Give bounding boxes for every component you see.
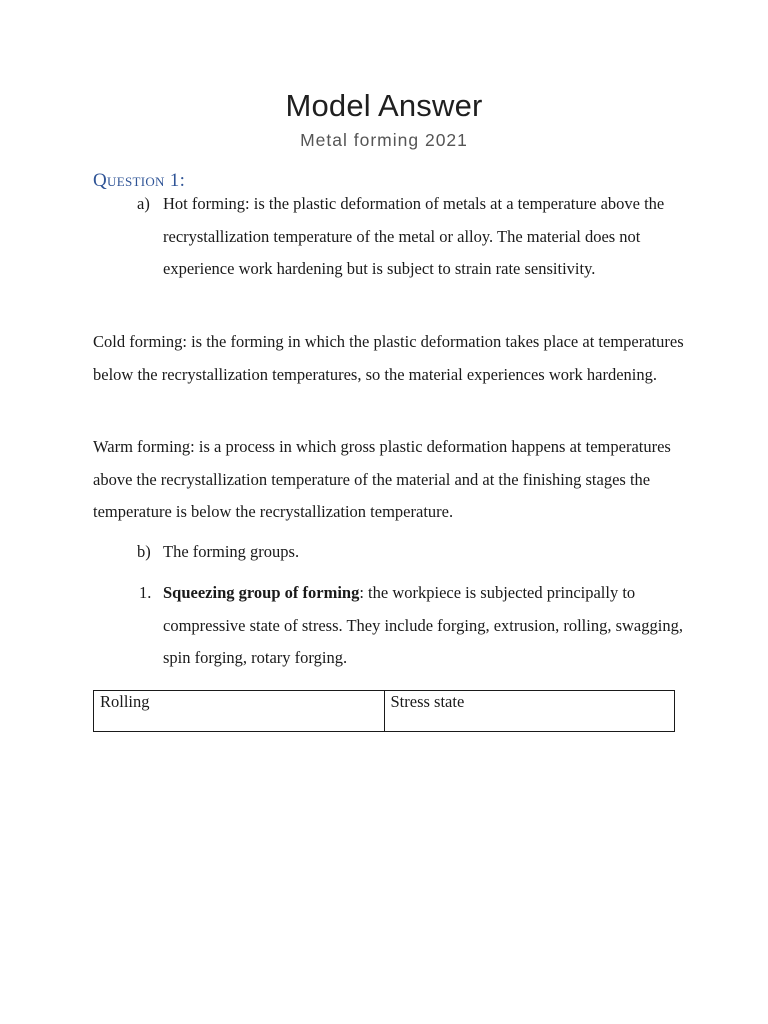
list-marker-1: 1. [139,583,152,602]
table-cell-stress-state: Stress state [384,691,675,732]
squeezing-group-term: Squeezing group of forming [163,583,360,602]
question-heading: Question 1: [93,170,186,191]
list-item-a [137,188,693,286]
document-title: Model Answer [285,88,483,123]
forming-groups-text: The forming groups. [163,542,300,561]
squeezing-group-description: : the workpiece is subjected principally to compressive state of stress. They include forging, extrusion, rolling, swagging, spin forging, rotary forging. [163,583,683,668]
document-subtitle: Metal forming 2021 [300,130,468,150]
list-item-b [137,536,693,569]
hot-forming-definition: Hot forming: is the plastic deformation of metals at a temperature above the recrystallization temperature of the metal or alloy. The material does not experience work hardening but is subject to strain rate sensitivity. [163,194,665,279]
list-item-1 [139,577,693,675]
stress-state-table [93,690,675,732]
cold-forming-paragraph: Cold forming: is the forming in which the plastic deformation takes place at temperatures below the recrystallization temperatures, so the material experiences work hardening. [93,332,684,384]
table-cell-rolling: Rolling [94,691,385,732]
list-marker-a: a) [137,194,150,213]
table-row [94,691,675,732]
warm-forming-paragraph: Warm forming: is a process in which gross plastic deformation happens at temperatures above the recrystallization temperature of the material and at the finishing stages the temperature is below the recrystallization temperature. [93,437,671,522]
list-marker-b: b) [137,542,151,561]
